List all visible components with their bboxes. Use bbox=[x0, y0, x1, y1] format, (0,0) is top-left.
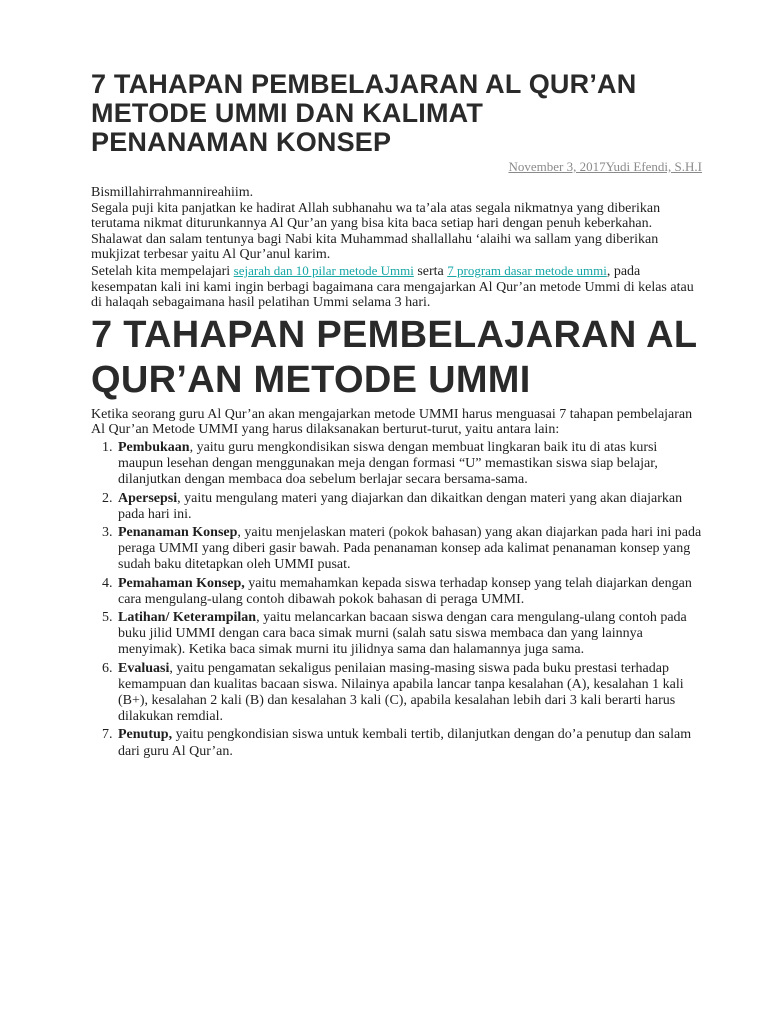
post-meta bbox=[91, 159, 702, 175]
intro-paragraph-2 bbox=[91, 263, 702, 311]
intro-text-c: , pada kesempatan kali ini kami ingin berbagi bagaimana cara mengajarkan Al Qur’an metode Ummi di kelas atau di halaqah sebagaimana hasil pelatihan Ummi selama 3 hari. bbox=[91, 263, 694, 311]
list-item bbox=[116, 525, 702, 574]
step-text: , yaitu mengulang materi yang diajarkan dan dikaitkan dengan materi yang akan diajarkan pada hari ini. bbox=[118, 490, 683, 522]
step-text: , yaitu menjelaskan materi (pokok bahasan) yang akan diajarkan pada hari ini pada peraga UMMI yang diberi gasir bawah. Pada penanaman konsep ada kalimat penanaman konsep yang sudah baku ditetapkan oleh UMMI pusat. bbox=[118, 524, 702, 573]
list-item bbox=[116, 661, 702, 726]
post-author[interactable]: Yudi Efendi, S.H.I bbox=[605, 159, 702, 174]
step-term: Apersepsi bbox=[118, 490, 178, 506]
article-title: 7 TAHAPAN PEMBELAJARAN AL QUR’AN METODE UMMI DAN KALIMAT PENANAMAN KONSEP bbox=[91, 69, 637, 157]
step-term: Penanaman Konsep bbox=[118, 524, 238, 540]
step-term: Latihan/ Keterampilan bbox=[118, 609, 257, 625]
list-item bbox=[116, 440, 702, 489]
step-term: Pembukaan bbox=[118, 439, 190, 455]
intro-greeting: Bismillahirrahmannireahiim. bbox=[91, 185, 254, 200]
section-heading: 7 TAHAPAN PEMBELAJARAN AL QUR’AN METODE UMMI bbox=[91, 313, 697, 401]
intro-block bbox=[91, 185, 702, 311]
intro-text-b: serta bbox=[413, 263, 448, 279]
list-item bbox=[116, 610, 702, 659]
step-text: , yaitu pengamatan sekaligus penilaian masing-masing siswa pada buku prestasi terhadap kemampuan dan kualitas bacaan siswa. Nilainya apabila lancar tanpa kesalahan (A), kesalahan 1 kali (B+), kesalahan 2 kali (B) dan kesalahan 3 kali (C), apabila kesalahan lebih dari 3 kali berarti harus dilakukan remdial. bbox=[118, 660, 684, 725]
link-program-dasar[interactable]: 7 program dasar metode ummi bbox=[447, 262, 607, 278]
step-text: , yaitu melancarkan bacaan siswa dengan cara mengulang-ulang contoh pada buku jilid UMMI dengan cara baca simak murni (salah satu siswa membaca dan yang lainnya menyimak). Ketika baca simak murni itu jilidnya sama dan halamannya juga sama. bbox=[118, 609, 687, 658]
intro-paragraph: Segala puji kita panjatkan ke hadirat Allah subhanahu wa ta’ala atas segala nikmatnya yang diberikan terutama nikmat diturunkannya Al Qur’an yang bisa kita baca setiap hari dengan penuh keberkahan. Shalawat dan salam tentunya bagi Nabi kita Muhammad shallallahu ‘alaihi wa sallam yang diberikan mukjizat terbesar yaitu Al Qur’anul karim. bbox=[91, 200, 661, 263]
step-term: Pemahaman Konsep, bbox=[118, 575, 245, 591]
section-intro: Ketika seorang guru Al Qur’an akan mengajarkan metode UMMI harus menguasai 7 tahapan pembelajaran Al Qur’an Metode UMMI yang harus dilaksanakan berturut-turut, yaitu antara lain: bbox=[91, 406, 693, 438]
step-text: , yaitu guru mengkondisikan siswa dengan membuat lingkaran baik itu di atas kursi maupun lesehan dengan menggunakan meja dengan formasi “U” memastikan siswa siap belajar, dilanjutkan dengan membaca doa sebelum berlajar secara bersama-sama. bbox=[118, 439, 658, 488]
step-text: yaitu memahamkan kepada siswa terhadap konsep yang telah diajarkan dengan cara mengulang-ulang contoh dibawah pokok bahasan di peraga UMMI. bbox=[118, 575, 692, 607]
list-item bbox=[116, 576, 702, 608]
step-term: Penutup, bbox=[118, 727, 173, 743]
post-date[interactable]: November 3, 2017 bbox=[508, 159, 606, 174]
list-item bbox=[116, 727, 702, 759]
intro-text-a: Setelah kita mempelajari bbox=[91, 263, 234, 279]
step-text: yaitu pengkondisian siswa untuk kembali tertib, dilanjutkan dengan do’a penutup dan salam dari guru Al Qur’an. bbox=[118, 727, 692, 759]
list-item bbox=[116, 491, 702, 523]
steps-list bbox=[91, 440, 702, 760]
link-sejarah-pilar[interactable]: sejarah dan 10 pilar metode Ummi bbox=[233, 262, 414, 278]
step-term: Evaluasi bbox=[118, 660, 170, 676]
